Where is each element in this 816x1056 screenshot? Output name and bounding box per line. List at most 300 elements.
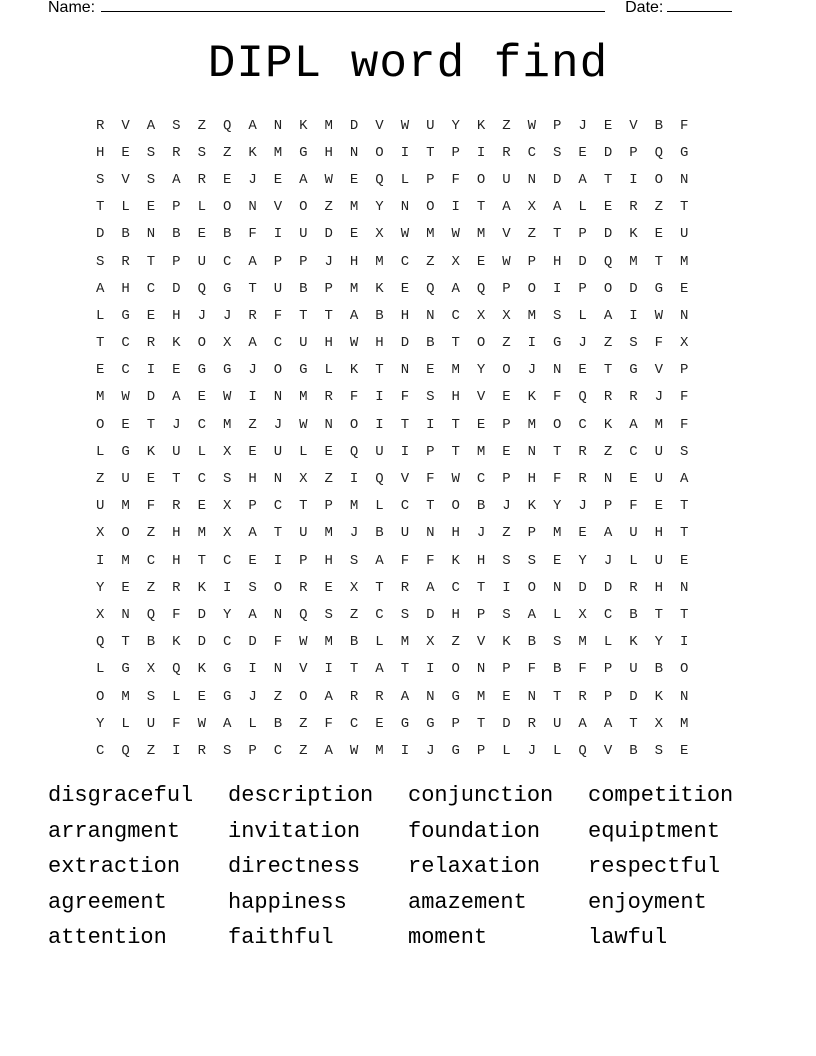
grid-letter: E bbox=[349, 171, 359, 188]
grid-letter: P bbox=[502, 280, 511, 297]
grid-letter: C bbox=[222, 253, 232, 270]
grid-letter: E bbox=[197, 226, 206, 243]
grid-letter: E bbox=[146, 471, 156, 488]
grid-letter: S bbox=[629, 335, 638, 352]
grid-letter: U bbox=[679, 226, 689, 243]
grid-letter: A bbox=[248, 117, 257, 134]
grid-letter: M bbox=[222, 416, 232, 433]
grid-letter: B bbox=[375, 307, 384, 324]
grid-letter: D bbox=[502, 715, 511, 732]
word-list-item: conjunction bbox=[408, 783, 554, 808]
grid-letter: B bbox=[273, 715, 283, 732]
grid-letter: X bbox=[146, 661, 156, 678]
grid-letter: R bbox=[197, 171, 206, 188]
grid-letter: T bbox=[603, 362, 613, 379]
grid-letter: T bbox=[426, 144, 435, 161]
grid-letter: M bbox=[578, 634, 587, 651]
grid-letter: K bbox=[476, 117, 486, 134]
grid-letter: T bbox=[451, 416, 460, 433]
word-list-item: relaxation bbox=[408, 854, 541, 879]
grid-letter: S bbox=[553, 144, 562, 161]
grid-letter: Z bbox=[451, 634, 460, 651]
grid-letter: Z bbox=[426, 253, 435, 270]
grid-letter: E bbox=[197, 498, 206, 515]
grid-letter: R bbox=[349, 688, 359, 705]
grid-letter: L bbox=[375, 634, 384, 651]
grid-letter: Q bbox=[222, 117, 232, 134]
grid-letter: C bbox=[222, 552, 232, 569]
grid-letter: L bbox=[375, 498, 384, 515]
grid-letter: O bbox=[299, 199, 308, 216]
grid-letter: M bbox=[527, 416, 537, 433]
word-list-item: moment bbox=[408, 925, 488, 950]
grid-letter: W bbox=[527, 117, 537, 134]
grid-letter: E bbox=[654, 498, 663, 515]
grid-letter: G bbox=[679, 144, 689, 161]
grid-letter: K bbox=[527, 498, 537, 515]
grid-letter: W bbox=[299, 634, 308, 651]
grid-letter: K bbox=[349, 362, 359, 379]
grid-letter: F bbox=[172, 606, 181, 623]
grid-letter: D bbox=[172, 280, 181, 297]
grid-letter: D bbox=[324, 226, 333, 243]
grid-letter: V bbox=[476, 389, 486, 406]
grid-letter: T bbox=[96, 335, 105, 352]
grid-letter: J bbox=[248, 171, 257, 188]
word-list-item: happiness bbox=[228, 889, 347, 915]
word-list-item: agreement bbox=[48, 889, 167, 915]
grid-letter: Z bbox=[248, 416, 257, 433]
grid-letter: R bbox=[248, 307, 257, 324]
grid-letter: A bbox=[324, 688, 333, 705]
grid-letter: Z bbox=[502, 525, 511, 542]
grid-letter: D bbox=[603, 226, 613, 243]
grid-letter: S bbox=[553, 634, 562, 651]
grid-letter: X bbox=[96, 525, 105, 542]
grid-letter: Q bbox=[654, 144, 663, 161]
grid-letter: N bbox=[553, 579, 562, 596]
grid-letter: U bbox=[197, 253, 206, 270]
grid-letter: Z bbox=[146, 525, 156, 542]
grid-letter: E bbox=[476, 253, 486, 270]
grid-letter: Z bbox=[222, 144, 232, 161]
grid-letter: L bbox=[603, 634, 613, 651]
grid-letter: A bbox=[146, 117, 156, 134]
grid-letter: F bbox=[451, 171, 460, 188]
grid-row bbox=[96, 493, 705, 520]
grid-letter: I bbox=[324, 661, 333, 678]
grid-letter: G bbox=[222, 280, 232, 297]
grid-letter: P bbox=[426, 171, 435, 188]
grid-letter: L bbox=[578, 199, 587, 216]
grid-letter: E bbox=[121, 579, 130, 596]
grid-letter: I bbox=[400, 742, 410, 759]
grid-letter: J bbox=[654, 389, 663, 406]
grid-letter: T bbox=[679, 199, 689, 216]
grid-letter: Z bbox=[197, 117, 206, 134]
grid-letter: M bbox=[273, 144, 283, 161]
grid-letter: T bbox=[324, 307, 333, 324]
grid-letter: D bbox=[629, 280, 638, 297]
grid-row bbox=[96, 330, 705, 357]
grid-letter: A bbox=[172, 171, 181, 188]
grid-letter: P bbox=[502, 416, 511, 433]
grid-letter: R bbox=[172, 579, 181, 596]
grid-letter: S bbox=[146, 171, 156, 188]
grid-letter: E bbox=[273, 171, 283, 188]
grid-letter: L bbox=[96, 307, 105, 324]
grid-row bbox=[96, 248, 705, 275]
grid-letter: J bbox=[527, 362, 537, 379]
grid-letter: C bbox=[146, 552, 156, 569]
grid-letter: O bbox=[451, 661, 460, 678]
grid-letter: T bbox=[375, 579, 384, 596]
word-list-item: extraction bbox=[48, 854, 181, 879]
grid-letter: D bbox=[603, 144, 613, 161]
grid-letter: K bbox=[527, 389, 537, 406]
grid-letter: W bbox=[324, 171, 333, 188]
grid-letter: E bbox=[96, 362, 105, 379]
grid-letter: E bbox=[375, 715, 384, 732]
grid-letter: P bbox=[553, 117, 562, 134]
grid-row bbox=[96, 601, 705, 628]
grid-row bbox=[96, 683, 705, 710]
grid-letter: E bbox=[324, 443, 333, 460]
grid-letter: N bbox=[679, 171, 689, 188]
grid-letter: E bbox=[172, 362, 181, 379]
grid-letter: O bbox=[121, 525, 130, 542]
grid-letter: R bbox=[121, 253, 130, 270]
grid-letter: X bbox=[222, 443, 232, 460]
grid-letter: U bbox=[654, 471, 663, 488]
name-blank-line[interactable] bbox=[101, 0, 605, 12]
grid-letter: T bbox=[553, 226, 562, 243]
grid-letter: N bbox=[248, 199, 257, 216]
grid-letter: L bbox=[629, 552, 638, 569]
grid-letter: P bbox=[578, 226, 587, 243]
grid-letter: X bbox=[299, 471, 308, 488]
grid-letter: K bbox=[172, 335, 181, 352]
word-list-item: invitation bbox=[228, 818, 361, 844]
grid-letter: P bbox=[578, 280, 587, 297]
grid-letter: T bbox=[299, 307, 308, 324]
grid-letter: G bbox=[299, 144, 308, 161]
grid-letter: O bbox=[553, 416, 562, 433]
grid-letter: A bbox=[248, 335, 257, 352]
grid-letter: F bbox=[654, 335, 663, 352]
grid-letter: N bbox=[679, 579, 689, 596]
grid-letter: S bbox=[222, 471, 232, 488]
grid-letter: L bbox=[121, 199, 130, 216]
grid-letter: N bbox=[273, 389, 283, 406]
grid-letter: U bbox=[400, 525, 410, 542]
grid-letter: I bbox=[273, 226, 283, 243]
word-list-item: disgraceful bbox=[48, 783, 194, 808]
grid-letter: E bbox=[679, 552, 689, 569]
grid-letter: M bbox=[654, 416, 663, 433]
grid-letter: B bbox=[426, 335, 435, 352]
grid-letter: H bbox=[400, 307, 410, 324]
grid-letter: D bbox=[578, 253, 587, 270]
grid-letter: N bbox=[273, 471, 283, 488]
grid-letter: D bbox=[197, 634, 206, 651]
grid-letter: G bbox=[222, 362, 232, 379]
grid-letter: M bbox=[679, 253, 689, 270]
grid-letter: C bbox=[121, 335, 130, 352]
grid-letter: F bbox=[679, 389, 689, 406]
grid-letter: I bbox=[400, 144, 410, 161]
grid-letter: P bbox=[324, 280, 333, 297]
grid-letter: S bbox=[502, 606, 511, 623]
grid-letter: N bbox=[121, 606, 130, 623]
grid-letter: U bbox=[273, 280, 283, 297]
grid-letter: S bbox=[248, 579, 257, 596]
grid-letter: P bbox=[603, 498, 613, 515]
grid-letter: R bbox=[146, 335, 156, 352]
grid-letter: I bbox=[426, 661, 435, 678]
grid-letter: B bbox=[654, 117, 663, 134]
grid-letter: Z bbox=[502, 335, 511, 352]
word-list-item: respectful bbox=[588, 854, 721, 879]
grid-letter: F bbox=[629, 498, 638, 515]
grid-letter: E bbox=[679, 280, 689, 297]
grid-letter: D bbox=[578, 579, 587, 596]
grid-letter: X bbox=[222, 498, 232, 515]
grid-letter: L bbox=[121, 715, 130, 732]
grid-letter: I bbox=[426, 416, 435, 433]
grid-letter: R bbox=[172, 498, 181, 515]
grid-letter: P bbox=[324, 498, 333, 515]
grid-letter: W bbox=[502, 253, 511, 270]
grid-letter: Q bbox=[197, 280, 206, 297]
grid-letter: H bbox=[324, 335, 333, 352]
grid-letter: P bbox=[299, 253, 308, 270]
grid-letter: V bbox=[121, 171, 130, 188]
grid-letter: M bbox=[426, 226, 435, 243]
grid-letter: F bbox=[578, 661, 587, 678]
grid-letter: U bbox=[502, 171, 511, 188]
grid-letter: M bbox=[629, 253, 638, 270]
grid-letter: B bbox=[299, 280, 308, 297]
grid-letter: C bbox=[273, 742, 283, 759]
grid-letter: J bbox=[349, 525, 359, 542]
date-blank-line[interactable] bbox=[667, 0, 732, 12]
grid-letter: O bbox=[375, 144, 384, 161]
grid-letter: Z bbox=[324, 199, 333, 216]
grid-letter: T bbox=[299, 498, 308, 515]
grid-letter: H bbox=[451, 525, 460, 542]
grid-letter: Q bbox=[172, 661, 181, 678]
grid-letter: H bbox=[451, 389, 460, 406]
grid-letter: W bbox=[349, 335, 359, 352]
grid-letter: N bbox=[553, 362, 562, 379]
word-list-item: faithful bbox=[228, 925, 334, 950]
grid-letter: Z bbox=[96, 471, 105, 488]
grid-letter: O bbox=[96, 416, 105, 433]
grid-letter: Q bbox=[603, 253, 613, 270]
grid-letter: G bbox=[299, 362, 308, 379]
grid-letter: F bbox=[553, 471, 562, 488]
grid-letter: A bbox=[603, 525, 613, 542]
grid-letter: F bbox=[172, 715, 181, 732]
grid-letter: B bbox=[222, 226, 232, 243]
grid-letter: E bbox=[578, 525, 587, 542]
grid-letter: T bbox=[629, 715, 638, 732]
grid-letter: I bbox=[375, 416, 384, 433]
grid-letter: T bbox=[400, 416, 410, 433]
grid-letter: N bbox=[527, 171, 537, 188]
grid-letter: U bbox=[426, 117, 435, 134]
grid-letter: B bbox=[146, 634, 156, 651]
grid-letter: J bbox=[527, 742, 537, 759]
grid-letter: A bbox=[603, 715, 613, 732]
grid-letter: N bbox=[426, 688, 435, 705]
grid-letter: V bbox=[629, 117, 638, 134]
grid-letter: A bbox=[248, 525, 257, 542]
grid-letter: X bbox=[222, 335, 232, 352]
grid-letter: Z bbox=[603, 443, 613, 460]
grid-letter: G bbox=[629, 362, 638, 379]
grid-letter: E bbox=[400, 280, 410, 297]
word-list-item: directness bbox=[228, 854, 361, 879]
grid-letter: E bbox=[121, 144, 130, 161]
grid-letter: F bbox=[324, 715, 333, 732]
word-list-item: equiptment bbox=[588, 818, 721, 844]
grid-letter: M bbox=[476, 226, 486, 243]
grid-row bbox=[96, 465, 705, 492]
grid-letter: I bbox=[502, 579, 511, 596]
grid-letter: I bbox=[679, 634, 689, 651]
grid-letter: W bbox=[451, 226, 460, 243]
grid-letter: T bbox=[426, 498, 435, 515]
grid-letter: W bbox=[222, 389, 232, 406]
grid-letter: R bbox=[172, 144, 181, 161]
grid-letter: X bbox=[502, 307, 511, 324]
grid-letter: A bbox=[248, 606, 257, 623]
grid-letter: G bbox=[553, 335, 562, 352]
grid-letter: A bbox=[375, 661, 384, 678]
grid-letter: V bbox=[502, 226, 511, 243]
grid-letter: P bbox=[527, 253, 537, 270]
grid-letter: C bbox=[451, 307, 460, 324]
grid-letter: T bbox=[146, 253, 156, 270]
grid-row bbox=[96, 547, 705, 574]
grid-letter: U bbox=[629, 661, 638, 678]
grid-letter: F bbox=[400, 389, 410, 406]
grid-row bbox=[96, 357, 705, 384]
grid-letter: Z bbox=[146, 579, 156, 596]
grid-letter: T bbox=[476, 715, 486, 732]
grid-letter: I bbox=[248, 389, 257, 406]
grid-letter: W bbox=[349, 742, 359, 759]
grid-letter: K bbox=[603, 416, 613, 433]
grid-letter: B bbox=[629, 742, 638, 759]
grid-letter: U bbox=[654, 443, 663, 460]
grid-letter: C bbox=[96, 742, 105, 759]
name-label: Name: bbox=[48, 0, 96, 16]
grid-letter: S bbox=[146, 144, 156, 161]
grid-letter: J bbox=[578, 335, 587, 352]
grid-letter: G bbox=[400, 715, 410, 732]
grid-letter: M bbox=[349, 199, 359, 216]
grid-letter: P bbox=[451, 715, 460, 732]
grid-letter: T bbox=[679, 498, 689, 515]
grid-row bbox=[96, 194, 705, 221]
grid-letter: B bbox=[553, 661, 562, 678]
grid-letter: S bbox=[96, 253, 105, 270]
grid-letter: J bbox=[222, 307, 232, 324]
grid-letter: X bbox=[476, 307, 486, 324]
grid-letter: G bbox=[222, 661, 232, 678]
grid-letter: E bbox=[222, 171, 232, 188]
grid-letter: U bbox=[121, 471, 130, 488]
grid-letter: A bbox=[502, 199, 511, 216]
grid-letter: M bbox=[476, 688, 486, 705]
grid-letter: T bbox=[654, 253, 663, 270]
grid-letter: R bbox=[578, 443, 587, 460]
grid-letter: G bbox=[197, 362, 206, 379]
grid-letter: S bbox=[679, 443, 689, 460]
grid-letter: Q bbox=[96, 634, 105, 651]
grid-letter: R bbox=[527, 715, 537, 732]
grid-letter: P bbox=[476, 606, 486, 623]
grid-letter: E bbox=[476, 416, 486, 433]
grid-letter: E bbox=[679, 742, 689, 759]
grid-letter: M bbox=[553, 525, 562, 542]
grid-letter: C bbox=[273, 498, 283, 515]
grid-letter: C bbox=[400, 498, 410, 515]
grid-letter: U bbox=[629, 525, 638, 542]
grid-letter: O bbox=[502, 362, 511, 379]
grid-letter: M bbox=[375, 253, 384, 270]
grid-letter: I bbox=[349, 471, 359, 488]
grid-letter: K bbox=[197, 661, 206, 678]
grid-letter: N bbox=[273, 117, 283, 134]
grid-letter: A bbox=[375, 552, 384, 569]
grid-letter: X bbox=[679, 335, 689, 352]
grid-letter: Q bbox=[146, 606, 156, 623]
grid-letter: H bbox=[527, 471, 537, 488]
grid-letter: M bbox=[527, 307, 537, 324]
grid-letter: I bbox=[222, 579, 232, 596]
grid-letter: U bbox=[299, 226, 308, 243]
grid-letter: O bbox=[527, 579, 537, 596]
grid-letter: J bbox=[578, 117, 587, 134]
grid-letter: R bbox=[299, 579, 308, 596]
grid-letter: Z bbox=[299, 742, 308, 759]
grid-letter: U bbox=[299, 525, 308, 542]
grid-letter: T bbox=[146, 416, 156, 433]
grid-letter: E bbox=[502, 389, 511, 406]
grid-letter: X bbox=[349, 579, 359, 596]
grid-letter: R bbox=[578, 471, 587, 488]
grid-letter: Q bbox=[476, 280, 486, 297]
grid-letter: F bbox=[273, 307, 283, 324]
grid-letter: P bbox=[527, 525, 537, 542]
grid-letter: H bbox=[248, 471, 257, 488]
grid-letter: S bbox=[349, 552, 359, 569]
grid-letter: C bbox=[273, 335, 283, 352]
grid-letter: S bbox=[400, 606, 410, 623]
grid-letter: H bbox=[349, 253, 359, 270]
grid-letter: T bbox=[248, 280, 257, 297]
letter-grid bbox=[96, 112, 705, 765]
grid-letter: P bbox=[502, 661, 511, 678]
header bbox=[48, 0, 732, 20]
grid-letter: H bbox=[654, 579, 663, 596]
grid-letter: E bbox=[349, 226, 359, 243]
grid-letter: W bbox=[451, 471, 460, 488]
